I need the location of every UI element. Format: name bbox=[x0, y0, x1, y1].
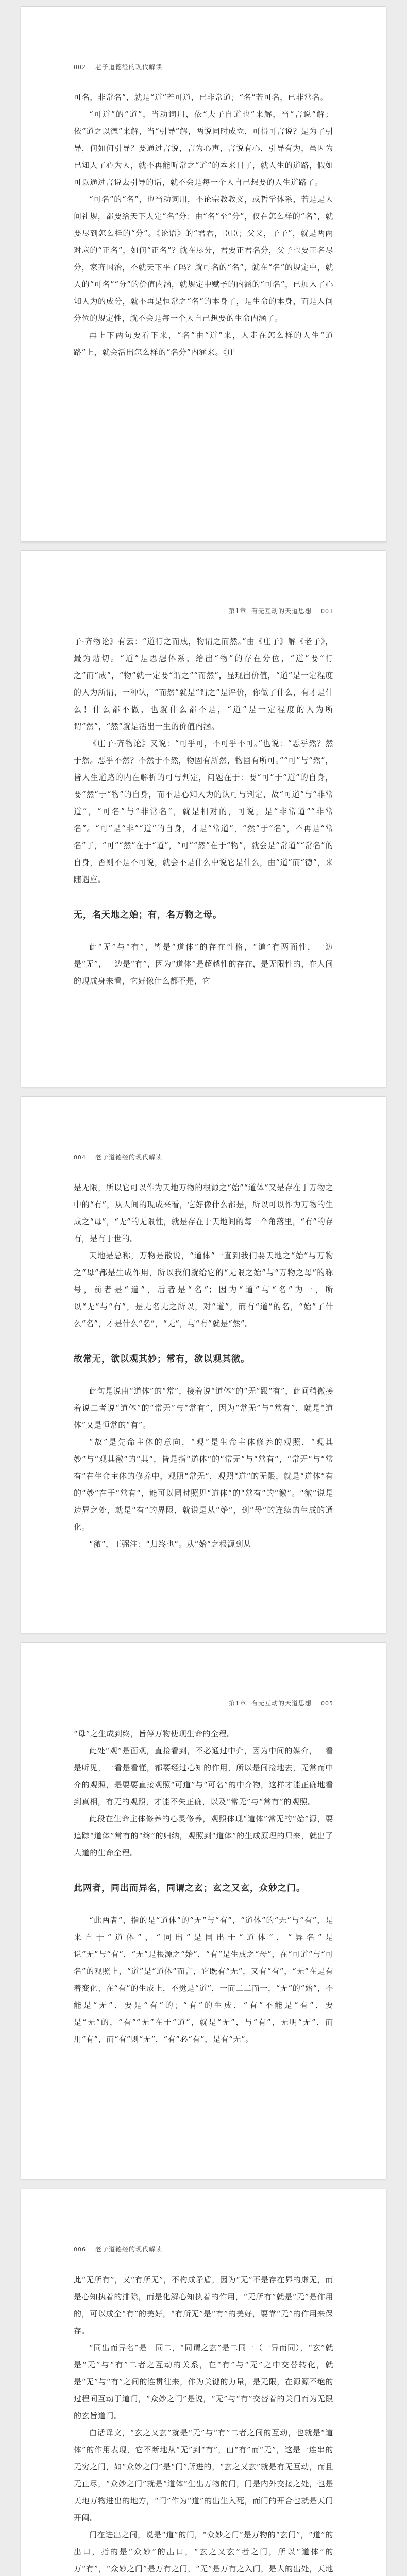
running-header bbox=[229, 1699, 333, 1707]
scripture-heading: 无，名天地之始；有，名万物之母。 bbox=[74, 910, 222, 920]
page-body bbox=[74, 1179, 333, 1553]
paragraph: 再上下两句要看下来，“名”由“道”来，人走在怎么样的人生“道路”上，就会活出怎么样的“名分”内涵来。《庄 bbox=[74, 331, 333, 357]
paragraph: 此句是说由“道体”的“常”，接着说“道体”的“无”跟“有”，此间稍微接着说二者说“道体”的“常无”与“常有”，因为“常无”与“常有”，就是“道体”又是恒常的“有”。 bbox=[74, 1386, 333, 1430]
paragraph: 此“无所有”，又“有所无”，不构成矛盾，因为“无”不是存在界的虚无，而是心知执着的排除，而是化解心知执着的作用，“无所有”就是“无”是作用的，可以成全“有”的美好，“有所无”是“有”的美好，要靠“无”的作用来保存。 bbox=[74, 2275, 333, 2335]
paragraph: 子·齐物论》有云：“道行之而成，物谓之而然。”由《庄子》解《老子》，最为贴切。“道”是思想体系，给出“物”的存在分位，“道”要“行之”而“成”，“物”就一定要“谓之”“而然”，显现出价值，“道”是一定程度的人为所谓，一种认，“而然”就是“谓之”是评价，你做了什么，有才是什么！什么都不做，也就什么都不是，“道”是一定程度的人为所谓“然”，“然”就是活出一生的价值内涵。 bbox=[74, 637, 333, 731]
book-page-004 bbox=[21, 1096, 386, 1633]
book-page-002 bbox=[21, 6, 386, 542]
running-header bbox=[229, 606, 333, 615]
paragraph: 此“无”与“有”，皆是“道体”的存在性格，“道”有两面性，一边是“无”，一边是“有”，因为“道体”是超越性的存在，是无限性的，在人间的现成身来看，它好像什么都不是，它 bbox=[74, 942, 333, 986]
paragraph: “可名”的“名”，也当动词用，不论宗教教义，或哲学体系，若是是人间礼规，都要给天下人定“名”分：由“名”至“分”，仅在怎么样的“名”，就要尽到怎么样的“分”。《论语》的“君君，臣臣；父父，子子”，就是两两对应的“正名”，如何“正名”？就在尽分，君要正君名分，父子也要正名尽分，家齐国治，不就天下平了吗？就可名的“名”，就在“名”的规定中，就人的“可名”“分”的价值内涵，就规定中赋予的内涵的“可名”，已加入了心知人为的成分，就不再是恒常之“名”的本身了，是生命的本身，而是人间分位的规定性，就不会是每一个人自己想要的生命内涵了。 bbox=[74, 195, 333, 323]
scripture-heading: 此两者，同出而异名，同谓之玄；玄之又玄，众妙之门。 bbox=[74, 1883, 306, 1893]
paragraph: “故”是先命主体的意向，“观”是生命主体修养的观照，“观其妙”与“观其徼”的“其”，皆是指“道体”的“常无”与“常有”，“常无”与“常有”在生命主体的修养中，观照“常无”，观照“道”的无限，就是“道体”有的“妙”在于“常有”，能可以同时照见“道体”的“常有”的“徼”。“徼”说是边界之处，就是“有”的界限，就说是从“始”，到“母”的连续的生成的通化。 bbox=[74, 1437, 333, 1532]
page-body bbox=[74, 1725, 333, 2048]
page-body bbox=[74, 633, 333, 990]
page-body bbox=[74, 89, 333, 361]
book-title-header: 老子道德经的现代解读 bbox=[95, 2246, 163, 2253]
scripture-heading: 故常无，欲以观其妙；常有，欲以观其徼。 bbox=[74, 1354, 250, 1364]
book-title-header: 老子道德经的现代解读 bbox=[95, 63, 163, 71]
page-number: 005 bbox=[321, 1700, 333, 1707]
chapter-title: 有无互动的天道思想 bbox=[251, 1700, 312, 1707]
paragraph: 白话译文，“玄之又玄”就是“无”与“有”二者之间的互动，也就是“道体”的作用表现，它不断地从“无”到“有”，由“有”而“无”，这是一连串的无穷之门，如“众妙之门”是“门”所进的，“玄之又玄”就是有无互动，而且无止尽，“众妙之门”就是“道体”生出万物的门，门是内外交接之处，也是天地万物进出的地方，“门”作为“道”的出生入死，而门的开合也就是天门开阖。 bbox=[74, 2428, 333, 2522]
paragraph: “可道”的“道”，当动词用，依“夫子自道也”来解，当“言说”解；依“道之以德”来解，当“引导”解，两说同时成立，可得可言说？是为了引导，何如何引导？要通过言说，言为心声，言说有心，引导有为，虽因为已知人了心为人，就不再能听常之“道”的本来目了，就人生的道路，假如可以通过言说去引导的话，就不会是每一个人自己想要的人生道路了。 bbox=[74, 110, 333, 187]
chapter-title: 有无互动的天道思想 bbox=[251, 607, 312, 615]
page-number: 003 bbox=[321, 608, 333, 615]
running-header bbox=[74, 2245, 162, 2253]
paragraph: “同出而异名”是一同二，“同谓之玄”是二同一（一异而同），“玄”就是“无”与“有”二者之互动的关系，在“有”与“无”之中交替转化，就是“无”与“有”之间的连贯往来，作为关键的力量，是无限，在源源不绝的过程间互动于道门，“众妙之门”是说，“无”与“有”交替着的关门而为无限的玄旨道门。 bbox=[74, 2343, 333, 2420]
paragraph: 《庄子·齐物论》又说：“可乎可，不可乎不可。”也说：“恶乎然？然于然。恶乎不然？不然于不然，物固有所然，物固有所可。”“可”与“然”，皆人生道路的内在解析的可与判定，问题在于：要“可”于“道”的自身，要“然”于“物”的自身，而不是心知人为的认可与判定，故“可道”与“非常道”，“可名”与“非常名”，就是相对的，可说，是“非常道”“非常名”。“可”是“非”“道”的自身，才是“常道”，“然”于“名”，不再是“常名”了，“可”“然”在于“道”，“可”“然”在于“物”，就会是“常道”“常名”的自身，否则不是不可说，就会不是什么中说它是什么，由“道”而“德”，来随遇应。 bbox=[74, 739, 333, 884]
running-header bbox=[74, 62, 162, 71]
book-page-005 bbox=[21, 1642, 386, 2179]
paragraph: 天地是总称，万物是散说，“道体”一直到我们要天地之“始”与万物之“母”都是生成作用，所以我们就给它的“无限之始”与“万物之母”的称号，前者是“道”，后者是“名”；因为“道”与“名”为一，所以“无”与“有”，是无名无之所以，对“道”，而有“道”的名，“始”了什么“名”，才是什么“名”，“无”，与“有”就是“然”。 bbox=[74, 1251, 333, 1328]
paragraph: 此段在生命主体修养的心灵修养，观照体现“道体”常无的“始”源，要追踪“道体”常有的“终”的归纳，观照到“道体”的生成原理的只来，就出了人道的生命全程。 bbox=[74, 1814, 333, 1857]
chapter-label: 第1章 bbox=[228, 1700, 247, 1707]
paragraph: 此处“观”是面观，直接看到，不必通过中介，因为中间的媒介，一看是听见，一看是看懂，都要经过心知的作用，所以是间接地去，无常而中介的观照，是要要直接观照“可道”与“可名”的中介物，这样才能正确地看到真相，有无的观照，才能不失正确，以及“常无”与“常有”的观照。 bbox=[74, 1746, 333, 1806]
book-page-006 bbox=[21, 2189, 386, 2576]
page-number: 002 bbox=[74, 64, 86, 71]
chapter-label: 第1章 bbox=[228, 607, 247, 615]
paragraph: “徼”，王弼注：“归终也”。从“始”之根源到从 bbox=[89, 1539, 251, 1549]
paragraph: “母”之生成到终，旨停万物使现生命的全程。 bbox=[74, 1729, 235, 1738]
paragraph: 门在进出之间，说是“道”的门，“众妙之门”是万物的“玄门”，“道”的出口，指的是“众妙”的出口，“玄之又玄”者之门，所以“道体”的万“有”，“众妙之门”是万有之门，“无”是万有之入门，是人的出处，天地 bbox=[74, 2530, 333, 2573]
page-body bbox=[74, 2272, 333, 2576]
paragraph: 可名，非常名”，就是“道”若可道，已非常道；“名”若可名，已非常名。 bbox=[74, 93, 328, 102]
page-number: 006 bbox=[74, 2246, 86, 2253]
book-page-003 bbox=[21, 550, 386, 1087]
paragraph: “此两者”，指的是“道体”的“无”与“有”，“道体”的“无”与“有”，是来自于“道体”，“同出”是同出于“道体”，“异名”是说“无”与“有”，“无”是根源之“始”，“有”是生成之“母”，在“可道”与“可名”的观照上，“道”是“道体”而言，它既有“无”，又有“有”，“无”在是有着变化、在“有”的生成上，不觉是“道”，一而二二而一，“无”的“始”，不能是“无”，要是“有”的；“有”的生成，“有”不能是“有”，要是“无”的，“有”“无”在于“道”，就是“无”，与“有”，无明“无”，而用“有”，而“有”则“无”，“有”必“有”，是有“无”。 bbox=[74, 1916, 333, 2044]
paragraph: 是无限，所以它可以作为天地万物的根源之“始”“道体”又是存在于万物之中的“有”，从人间的现成来看，它好像什么都是，所以可以作为万物的生成之“母”，“无”的无限性，就是存在于天地间的每一个角落里，“有”的存有，是有于世的。 bbox=[74, 1183, 333, 1243]
running-header bbox=[74, 1153, 162, 1161]
book-title-header: 老子道德经的现代解读 bbox=[95, 1154, 163, 1161]
page-number: 004 bbox=[74, 1154, 86, 1161]
